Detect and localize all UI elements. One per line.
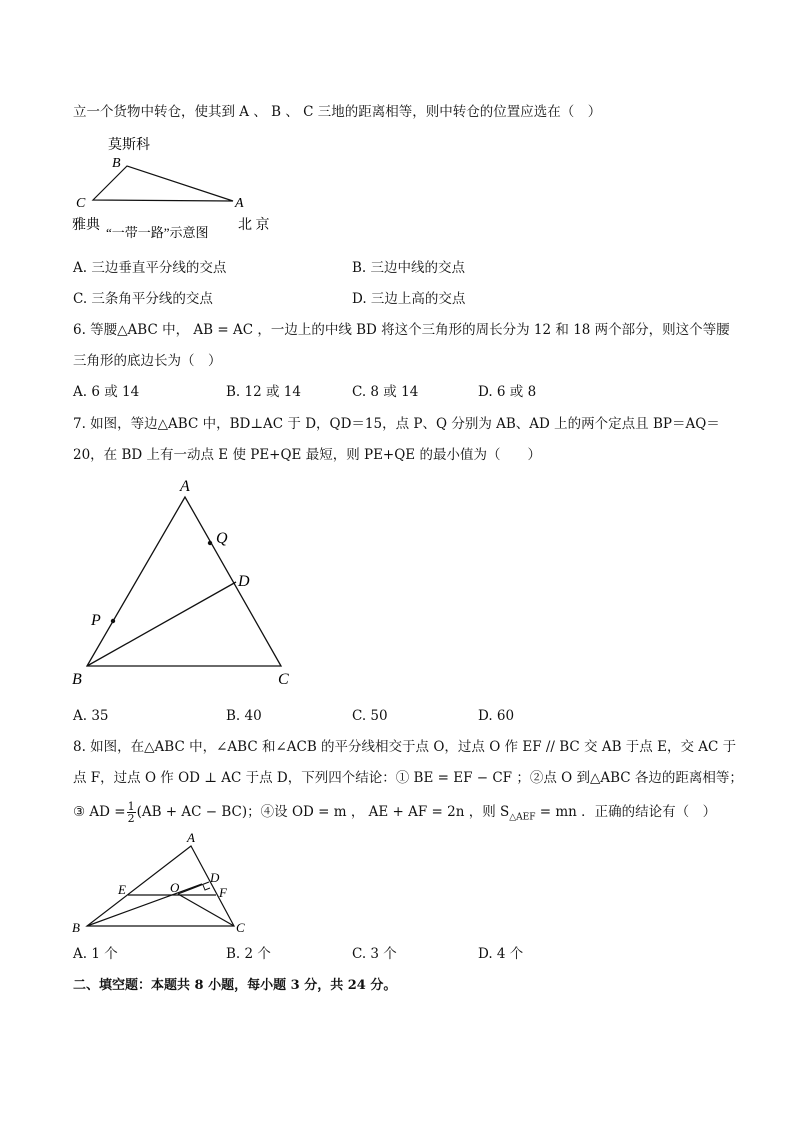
point-p bbox=[111, 619, 115, 623]
label-E: E bbox=[118, 882, 126, 897]
label-C: C bbox=[76, 196, 86, 211]
triangle-abc bbox=[93, 166, 233, 201]
q6-option-b: B. 12 或 14 bbox=[226, 384, 301, 400]
q6-option-a: A. 6 或 14 bbox=[73, 384, 140, 400]
q8-line3-subscript: △AEF bbox=[509, 812, 536, 823]
fraction-one-half: $\frac{1}{2}$ bbox=[127, 800, 135, 825]
label-C: C bbox=[278, 671, 289, 688]
section-fill-in-heading: 二、填空题：本题共 8 小题，每小题 3 分，共 24 分。 bbox=[73, 978, 397, 993]
label-B: B bbox=[112, 156, 121, 171]
q8-option-d: D. 4 个 bbox=[478, 946, 524, 962]
q7-option-c: C. 50 bbox=[352, 708, 388, 724]
q6-line2: 三角形的底边长为（ ） bbox=[73, 353, 222, 369]
q8-option-b: B. 2 个 bbox=[226, 946, 271, 962]
label-D: D bbox=[210, 870, 220, 885]
q5-option-d: D. 三边上高的交点 bbox=[352, 291, 466, 307]
q8-line3-part-b: (AB + AC − BC)；④设 OD = m ， AE + AF = 2n ，则 S bbox=[136, 804, 510, 820]
label-caption: “一带一路”示意图 bbox=[106, 225, 209, 240]
label-A: A bbox=[235, 196, 244, 211]
point-q bbox=[208, 541, 212, 545]
q8-line3-part-a: ③ AD = bbox=[73, 804, 126, 820]
q8-figure bbox=[66, 832, 266, 942]
q5-option-b: B. 三边中线的交点 bbox=[352, 260, 466, 276]
label-P: P bbox=[91, 612, 101, 629]
q8-option-a: A. 1 个 bbox=[73, 946, 118, 962]
q6-option-c: C. 8 或 14 bbox=[352, 384, 419, 400]
label-F: F bbox=[219, 885, 227, 900]
label-B: B bbox=[72, 920, 80, 935]
q7-option-b: B. 40 bbox=[226, 708, 262, 724]
label-C: C bbox=[236, 920, 245, 935]
q5-stem: 立一个货物中转仓，使其到 A 、 B 、 C 三地的距离相等，则中转仓的位置应选在（ ） bbox=[73, 104, 602, 120]
q5-figure bbox=[70, 132, 290, 244]
label-D: D bbox=[238, 573, 250, 590]
label-Q: Q bbox=[216, 530, 228, 547]
q7-figure bbox=[66, 474, 306, 694]
q8-line3 bbox=[73, 801, 716, 828]
label-A: A bbox=[187, 832, 195, 845]
q7-option-d: D. 60 bbox=[478, 708, 515, 724]
label-moscow: 莫斯科 bbox=[108, 138, 150, 153]
q7-option-a: A. 35 bbox=[73, 708, 109, 724]
q7-line2: 20，在 BD 上有一动点 E 使 PE+QE 最短，则 PE+QE 的最小值为（ ） bbox=[73, 447, 541, 463]
q5-option-c: C. 三条角平分线的交点 bbox=[73, 291, 213, 307]
label-athens: 雅典 bbox=[72, 218, 100, 233]
q8-line2: 点 F，过点 O 作 OD ⊥ AC 于点 D，下列四个结论：① BE = EF − CF ；②点 O 到△ABC 各边的距离相等； bbox=[73, 770, 743, 786]
label-A: A bbox=[180, 478, 190, 495]
segment-bd bbox=[87, 582, 236, 666]
q6-line1: 6. 等腰△ABC 中， AB = AC ，一边上的中线 BD 将这个三角形的周长分为 12 和 18 两个部分，则这个等腰 bbox=[73, 322, 730, 338]
q8-option-c: C. 3 个 bbox=[352, 946, 397, 962]
right-angle-mark bbox=[203, 885, 210, 890]
triangle-abc-equilateral bbox=[87, 497, 281, 666]
q6-option-d: D. 6 或 8 bbox=[478, 384, 537, 400]
label-beijing: 北 京 bbox=[238, 218, 270, 233]
label-O: O bbox=[170, 880, 180, 895]
q5-option-a: A. 三边垂直平分线的交点 bbox=[73, 260, 227, 276]
q7-line1: 7. 如图，等边△ABC 中，BD⊥AC 于 D，QD＝15，点 P、Q 分别为 AB、AD 上的两个定点且 BP＝AQ＝ bbox=[73, 416, 720, 432]
q8-line1: 8. 如图，在△ABC 中，∠ABC 和∠ACB 的平分线相交于点 O，过点 O 作 EF // BC 交 AB 于点 E，交 AC 于 bbox=[73, 739, 737, 755]
q8-line3-part-c: = mn ．正确的结论有（ ） bbox=[535, 804, 717, 820]
label-B: B bbox=[72, 671, 82, 688]
segment-bisector-b bbox=[87, 884, 202, 926]
